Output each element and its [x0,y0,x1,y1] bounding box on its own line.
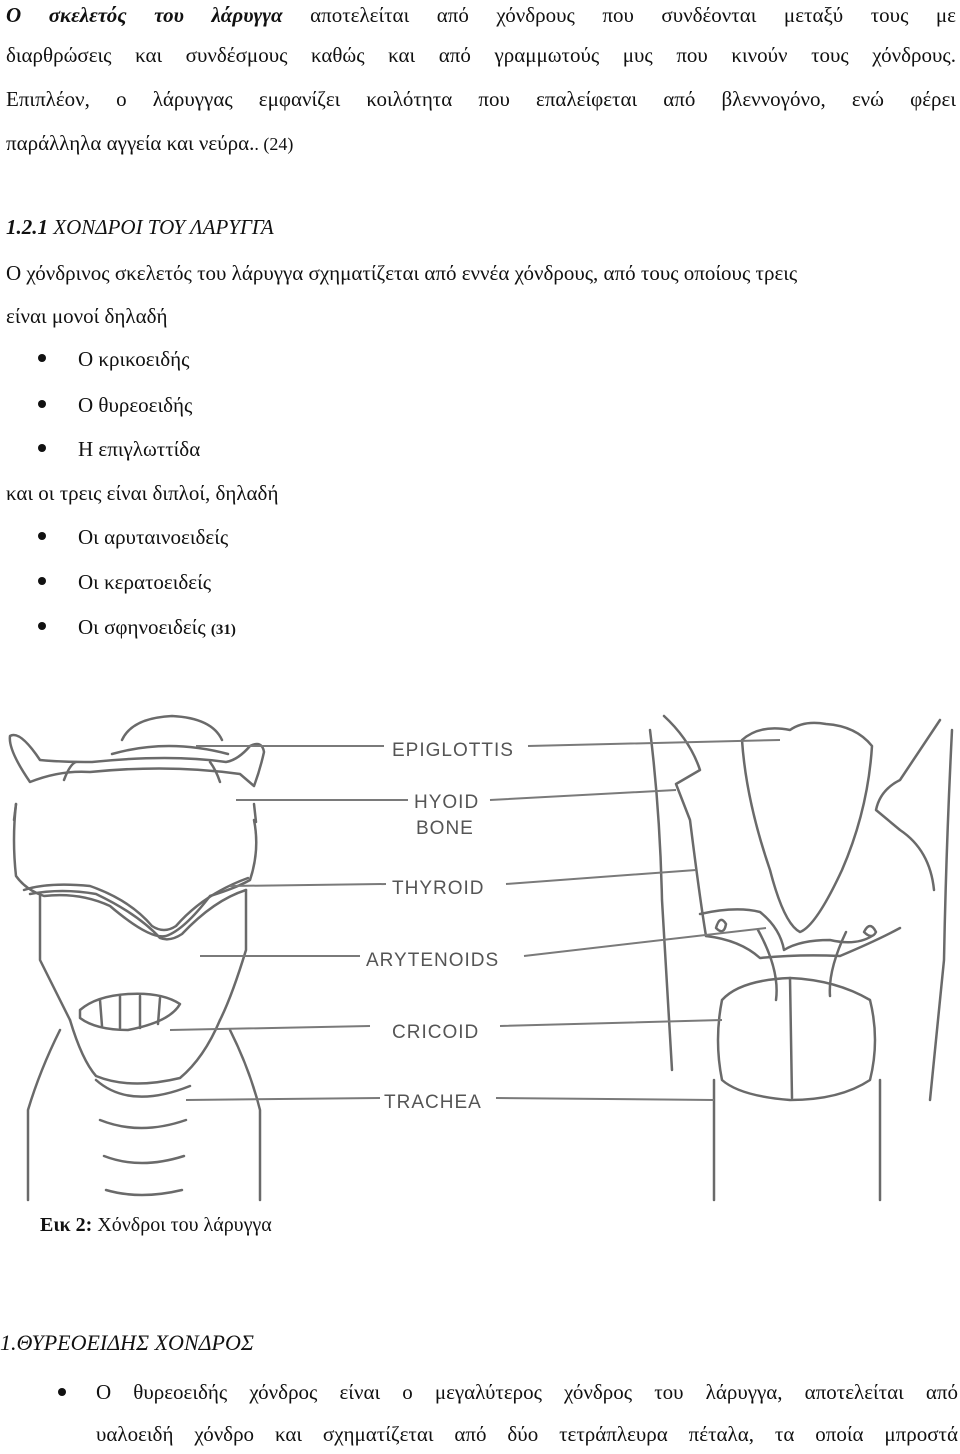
label-bone: BONE [416,818,474,839]
list-item-text: Ο κρικοειδής [78,347,190,371]
label-cricoid: CRICOID [392,1022,480,1043]
intro-line-4-text: παράλληλα αγγεία και νεύρα. [6,131,255,155]
section-title: ΧΟΝΔΡΟΙ ΤΟΥ ΛΑΡΥΓΓΑ [53,215,274,239]
list-item-text: Ο θυρεοειδής [78,393,193,417]
list-item-text [78,612,236,645]
caption-label: Εικ 2: [40,1214,93,1236]
intro-bold-lead: Ο σκελετός του λάρυγγα [6,3,283,27]
larynx-back-view-drawing [650,716,952,1200]
intro-line-1-rest: αποτελείται από χόνδρους που συνδέονται μεταξύ τους με [310,3,956,27]
intro-line-2: διαρθρώσεις και συνδέσμους καθώς και από γραμμωτούς μυς που κινούν τους χόνδρους. [6,43,956,67]
bullet-icon [58,1388,66,1396]
label-epiglottis: EPIGLOTTIS [392,740,514,761]
label-trachea: TRACHEA [384,1092,482,1113]
list-item-text: Οι αρυταινοειδείς [78,525,229,549]
bullet-icon [38,400,46,408]
section-heading-cartilages [6,212,274,242]
section1-double-intro: και οι τρεις είναι διπλοί, δηλαδή [6,481,279,505]
section-number: 1.2.1 [6,215,48,239]
bullet-icon [38,577,46,585]
label-hyoid: HYOID [414,792,480,813]
intro-citation: . (24) [254,134,294,154]
list-item-label: Οι σφηνοειδείς [78,615,206,639]
list-item-text: Οι κερατοειδείς [78,570,212,594]
thyroid-paragraph-line-2: υαλοειδή χόνδρο και σχηματίζεται από δύο τετράπλευρα πέταλα, τα οποία μπροστά [96,1422,958,1446]
section1-sentence-a: Ο χόνδρινος σκελετός του λάρυγγα σχηματίζεται από εννέα χόνδρους, από τους οποίους τρεις [6,261,798,285]
intro-line-4 [6,128,293,159]
bullet-icon [38,622,46,630]
bullet-icon [38,354,46,362]
section-heading-thyroid: 1.ΘΥΡΕΟΕΙΔΗΣ ΧΟΝΔΡΟΣ [0,1330,254,1355]
larynx-front-view-drawing [10,716,264,1200]
intro-line-3: Επιπλέον, ο λάρυγγας εμφανίζει κοιλότητα που επαλείφεται από βλεννογόνο, ενώ φέρει [6,87,956,111]
label-arytenoids: ARYTENOIDS [366,950,500,971]
list-citation: (31) [210,622,236,638]
caption-text: Χόνδροι του λάρυγγα [97,1214,272,1236]
figure-caption [40,1214,272,1237]
label-thyroid: THYROID [392,878,485,899]
bullet-icon [38,444,46,452]
list-item-text: Η επιγλωττίδα [78,437,201,461]
section1-sentence-b: είναι μονοί δηλαδή [6,304,168,328]
intro-line-1 [6,0,956,30]
bullet-icon [38,532,46,540]
thyroid-paragraph-line-1: Ο θυρεοειδής χόνδρος είναι ο μεγαλύτερος χόνδρος του λάρυγγα, αποτελείται από [96,1380,958,1404]
larynx-figure [0,700,960,1210]
